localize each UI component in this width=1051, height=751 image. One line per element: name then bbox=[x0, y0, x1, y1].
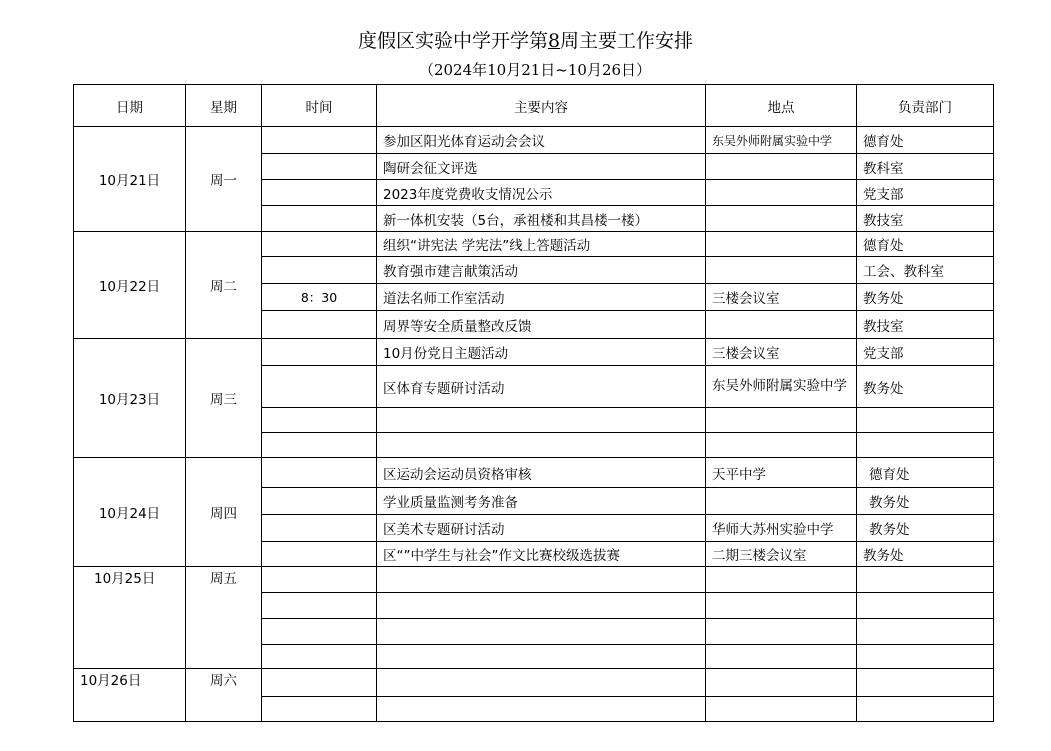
date-cell: 10月21日 bbox=[74, 127, 186, 232]
title-suffix: 周主要工作安排 bbox=[560, 30, 694, 52]
date-cell: 10月24日 bbox=[74, 458, 186, 567]
date-cell: 10月22日 bbox=[74, 232, 186, 339]
header-department: 负责部门 bbox=[857, 85, 994, 127]
content-cell: 区体育专题研讨活动 bbox=[377, 366, 706, 408]
location-cell: 东吴外师附属实验中学 bbox=[706, 127, 857, 154]
department-cell: 工会、教科室 bbox=[857, 257, 994, 284]
time-cell bbox=[262, 488, 377, 515]
location-cell: 天平中学 bbox=[706, 458, 857, 488]
location-cell bbox=[706, 232, 857, 257]
date-cell: 10月25日 bbox=[74, 567, 186, 669]
content-cell: 参加区阳光体育运动会会议 bbox=[377, 127, 706, 154]
department-cell: 党支部 bbox=[857, 339, 994, 366]
department-cell bbox=[857, 619, 994, 645]
time-cell bbox=[262, 180, 377, 206]
location-cell: 东吴外师附属实验中学 bbox=[706, 366, 857, 408]
header-row bbox=[74, 85, 994, 127]
department-cell bbox=[857, 408, 994, 433]
location-cell bbox=[706, 408, 857, 433]
content-cell bbox=[377, 408, 706, 433]
department-cell bbox=[857, 593, 994, 619]
title-prefix: 度假区实验中学开学第 bbox=[357, 30, 548, 52]
content-cell: 区美术专题研讨活动 bbox=[377, 515, 706, 542]
table-row bbox=[74, 458, 994, 488]
table-row bbox=[74, 567, 994, 593]
department-cell bbox=[857, 645, 994, 669]
location-cell bbox=[706, 311, 857, 339]
weekday-cell: 周五 bbox=[186, 567, 262, 669]
content-cell: 周界等安全质量整改反馈 bbox=[377, 311, 706, 339]
content-cell: 10月份党日主题活动 bbox=[377, 339, 706, 366]
department-cell: 教务处 bbox=[857, 366, 994, 408]
location-cell bbox=[706, 488, 857, 515]
department-cell bbox=[857, 697, 994, 722]
content-cell bbox=[377, 645, 706, 669]
header-weekday: 星期 bbox=[186, 85, 262, 127]
content-cell bbox=[377, 567, 706, 593]
location-cell bbox=[706, 154, 857, 180]
time-cell bbox=[262, 206, 377, 232]
location-cell bbox=[706, 697, 857, 722]
time-cell bbox=[262, 232, 377, 257]
time-cell bbox=[262, 542, 377, 567]
department-cell: 德育处 bbox=[857, 127, 994, 154]
table-row bbox=[74, 232, 994, 257]
department-cell: 教科室 bbox=[857, 154, 994, 180]
table-row bbox=[74, 669, 994, 697]
department-cell: 教技室 bbox=[857, 311, 994, 339]
time-cell bbox=[262, 645, 377, 669]
time-cell bbox=[262, 366, 377, 408]
location-cell bbox=[706, 645, 857, 669]
header-date: 日期 bbox=[74, 85, 186, 127]
location-cell bbox=[706, 180, 857, 206]
time-cell bbox=[262, 697, 377, 722]
department-cell: 党支部 bbox=[857, 180, 994, 206]
weekday-cell: 周四 bbox=[186, 458, 262, 567]
time-cell bbox=[262, 408, 377, 433]
weekday-cell: 周一 bbox=[186, 127, 262, 232]
department-cell: 教务处 bbox=[857, 284, 994, 311]
content-cell bbox=[377, 697, 706, 722]
content-cell: 教育强市建言献策活动 bbox=[377, 257, 706, 284]
content-cell: 2023年度党费收支情况公示 bbox=[377, 180, 706, 206]
weekday-cell: 周三 bbox=[186, 339, 262, 458]
time-cell bbox=[262, 339, 377, 366]
header-location: 地点 bbox=[706, 85, 857, 127]
content-cell: 学业质量监测考务准备 bbox=[377, 488, 706, 515]
header-time: 时间 bbox=[262, 85, 377, 127]
content-cell: 区“”中学生与社会”作文比赛校级选拔赛 bbox=[377, 542, 706, 567]
location-cell bbox=[706, 433, 857, 458]
time-cell bbox=[262, 619, 377, 645]
time-cell bbox=[262, 515, 377, 542]
time-cell bbox=[262, 669, 377, 697]
table-row bbox=[74, 127, 994, 154]
content-cell bbox=[377, 619, 706, 645]
content-cell: 道法名师工作室活动 bbox=[377, 284, 706, 311]
location-cell: 二期三楼会议室 bbox=[706, 542, 857, 567]
department-cell bbox=[857, 433, 994, 458]
content-cell: 组织“讲宪法 学宪法”线上答题活动 bbox=[377, 232, 706, 257]
department-cell: 教技室 bbox=[857, 206, 994, 232]
weekday-cell: 周六 bbox=[186, 669, 262, 722]
department-cell: 德育处 bbox=[857, 232, 994, 257]
location-cell bbox=[706, 206, 857, 232]
time-cell bbox=[262, 311, 377, 339]
header-content: 主要内容 bbox=[377, 85, 706, 127]
content-cell: 区运动会运动员资格审核 bbox=[377, 458, 706, 488]
date-range-subtitle: （2024年10月21日~10月26日） bbox=[418, 61, 652, 79]
department-cell: 教务处 bbox=[857, 488, 994, 515]
time-cell bbox=[262, 257, 377, 284]
location-cell: 华师大苏州实验中学 bbox=[706, 515, 857, 542]
department-cell: 教务处 bbox=[857, 515, 994, 542]
location-cell bbox=[706, 669, 857, 697]
time-cell bbox=[262, 593, 377, 619]
time-cell bbox=[262, 127, 377, 154]
location-cell bbox=[706, 257, 857, 284]
content-cell bbox=[377, 433, 706, 458]
date-cell: 10月23日 bbox=[74, 339, 186, 458]
location-cell bbox=[706, 619, 857, 645]
weekday-cell: 周二 bbox=[186, 232, 262, 339]
content-cell: 陶研会征文评选 bbox=[377, 154, 706, 180]
location-cell bbox=[706, 593, 857, 619]
location-cell bbox=[706, 567, 857, 593]
department-cell bbox=[857, 669, 994, 697]
department-cell: 教务处 bbox=[857, 542, 994, 567]
department-cell: 德育处 bbox=[857, 458, 994, 488]
table-row bbox=[74, 339, 994, 366]
schedule-table bbox=[73, 84, 994, 722]
location-cell: 三楼会议室 bbox=[706, 339, 857, 366]
page-title bbox=[0, 28, 1051, 54]
location-cell: 三楼会议室 bbox=[706, 284, 857, 311]
time-cell: 8：30 bbox=[262, 284, 377, 311]
time-cell bbox=[262, 154, 377, 180]
content-cell bbox=[377, 669, 706, 697]
time-cell bbox=[262, 433, 377, 458]
content-cell bbox=[377, 593, 706, 619]
title-week-number: 8 bbox=[547, 30, 561, 52]
content-cell: 新一体机安装（5台，承祖楼和其昌楼一楼） bbox=[377, 206, 706, 232]
department-cell bbox=[857, 567, 994, 593]
date-cell: 10月26日 bbox=[74, 669, 186, 722]
time-cell bbox=[262, 458, 377, 488]
time-cell bbox=[262, 567, 377, 593]
